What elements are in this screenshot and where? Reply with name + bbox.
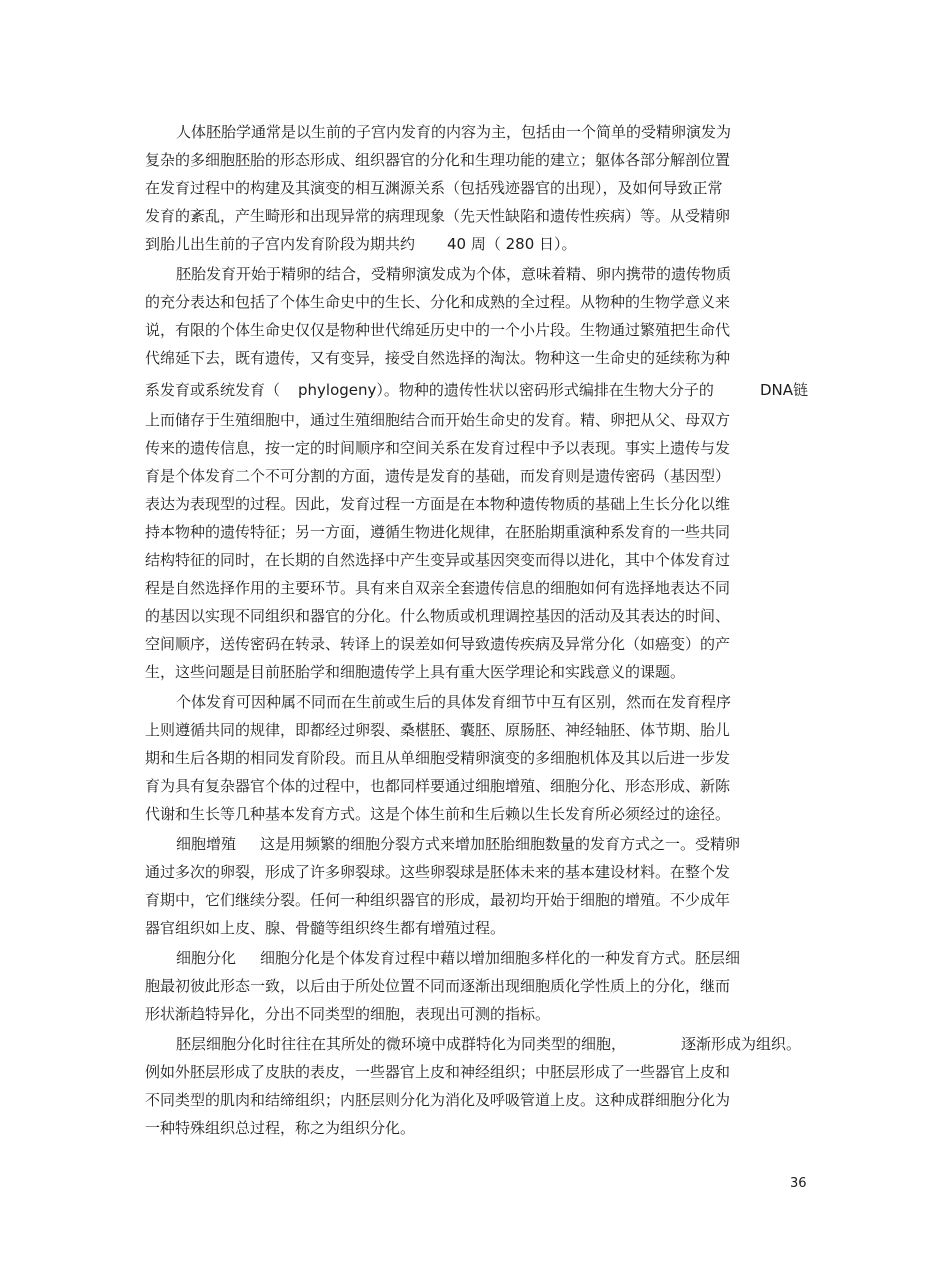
paragraph-line: 育期中，它们继续分裂。任何一种组织器官的形成，最初均开始于细胞的增殖。不少成年 [145, 891, 731, 909]
term-heading: 细胞增殖 [176, 835, 237, 853]
page-number: 36 [790, 1176, 807, 1191]
paragraph-line: 空间顺序，送传密码在转录、转译上的误差如何导致遗传疾病及异常分化（如癌变）的产 [145, 635, 731, 653]
text-run: 。物种的遗传性状以密码形式编排在生物大分子的 [383, 381, 714, 399]
paragraph-line: 复杂的多细胞胚胎的形态形成、组织器官的分化和生理功能的建立；躯体各部分解剖位置 [145, 151, 731, 169]
paragraph-line [176, 834, 740, 854]
paragraph-line: 人体胚胎学通常是以生前的子宫内发育的内容为主，包括由一个简单的受精卵演发为 [176, 123, 732, 141]
text-run: 系发育或系统发育（ [145, 381, 281, 399]
paragraph-line: 的充分表达和包括了个体生命史中的生长、分化和成熟的全过程。从物种的生物学意义来 [145, 293, 731, 311]
term-heading: 细胞分化 [176, 949, 237, 967]
paragraph-line: 个体发育可因种属不同而在生前或生后的具体发育细节中互有区别，然而在发育程序 [176, 693, 732, 711]
paragraph-line: 传来的遗传信息，按一定的时间顺序和空间关系在发育过程中予以表现。事实上遗传与发 [145, 439, 731, 457]
paragraph-line: 上而储存于生殖细胞中，通过生殖细胞结合而开始生命史的发育。精、卵把从父、母双方 [145, 411, 731, 429]
paragraph-line: 一种特殊组织总过程，称之为组织分化。 [145, 1119, 416, 1137]
paragraph-line: 胞最初彼此形态一致，以后由于所处位置不同而逐渐出现细胞质化学性质上的分化，继而 [145, 977, 731, 995]
paragraph-line: 育为具有复杂器官个体的过程中，也都同样要通过细胞增殖、细胞分化、形态形成、新陈 [145, 777, 731, 795]
paragraph-line: DNA链 [760, 381, 809, 399]
paragraph-line: 上则遵循共同的规律，即都经过卵裂、桑椹胚、囊胚、原肠胚、神经轴胚、体节期、胎儿 [145, 721, 731, 739]
paragraph-line: 说，有限的个体生命史仅仅是物种世代绵延历史中的一个小片段。生物通过繁殖把生命代 [145, 321, 731, 339]
paragraph-line: 的基因以实现不同组织和器官的分化。什么物质或机理调控基因的活动及其表达的时间、 [145, 607, 731, 625]
text-run: 到胎儿出生前的子宫内发育阶段为期共约 [145, 235, 416, 253]
text-run: 40 周（ 280 日）。 [447, 235, 577, 253]
text-run: 细胞分化是个体发育过程中藉以增加细胞多样化的一种发育方式。胚层细 [260, 949, 741, 967]
paragraph-line: 形状渐趋特异化，分出不同类型的细胞，表现出可测的指标。 [145, 1005, 551, 1023]
paragraph-line: 表达为表现型的过程。因此，发育过程一方面是在本物种遗传物质的基础上生长分化以维 [145, 495, 731, 513]
paragraph-line: 期和生后各期的相同发育阶段。而且从单细胞受精卵演变的多细胞机体及其以后进一步发 [145, 749, 731, 767]
paragraph-line: 不同类型的肌肉和结缔组织；内胚层则分化为消化及呼吸管道上皮。这种成群细胞分化为 [145, 1091, 731, 1109]
text-run: phylogeny） [298, 381, 384, 399]
paragraph-line: 在发育过程中的构建及其演变的相互渊源关系（包括残迹器官的出现），及如何导致正常 [145, 179, 723, 197]
paragraph-line: 例如外胚层形成了皮肤的表皮，一些器官上皮和神经组织；中胚层形成了一些器官上皮和 [145, 1063, 731, 1081]
paragraph-line: 通过多次的卵裂，形成了许多卵裂球。这些卵裂球是胚体未来的基本建设材料。在整个发 [145, 863, 731, 881]
paragraph-line: 生，这些问题是目前胚胎学和细胞遗传学上具有重大医学理论和实践意义的课题。 [145, 663, 686, 681]
paragraph-line: 胚胎发育开始于精卵的结合，受精卵演发成为个体，意味着精、卵内携带的遗传物质 [176, 265, 732, 283]
paragraph-line: 逐渐形成为组织。 [681, 1035, 802, 1053]
paragraph-line: 器官组织如上皮、腺、骨髓等组织终生都有增殖过程。 [145, 919, 506, 937]
paragraph-line: 代谢和生长等几种基本发育方式。这是个体生前和生后赖以生长发育所必须经过的途径。 [145, 805, 731, 823]
paragraph-line: 持本物种的遗传特征；另一方面，遵循生物进化规律，在胚胎期重演种系发育的一些共同 [145, 523, 731, 541]
paragraph-line: 发育的紊乱，产生畸形和出现异常的病理现象（先天性缺陷和遗传性疾病）等。从受精卵 [145, 207, 731, 225]
paragraph-line [145, 234, 577, 254]
text-run: 这是用频繁的细胞分裂方式来增加胚胎细胞数量的发育方式之一。受精卵 [260, 835, 741, 853]
paragraph-line: 育是个体发育二个不可分割的方面，遗传是发育的基础，而发育则是遗传密码（基因型） [145, 467, 731, 485]
paragraph-line [145, 380, 714, 400]
paragraph-line: 结构特征的同时，在长期的自然选择中产生变异或基因突变而得以进化，其中个体发育过 [145, 551, 731, 569]
paragraph-line: 程是自然选择作用的主要环节。具有来自双亲全套遗传信息的细胞如何有选择地表达不同 [145, 579, 731, 597]
paragraph-line [176, 948, 740, 968]
paragraph-line: 代绵延下去，既有遗传，又有变异，接受自然选择的淘汰。物种这一生命史的延续称为种 [145, 349, 731, 367]
paragraph-line: 胚层细胞分化时往往在其所处的微环境中成群特化为同类型的细胞， [176, 1035, 627, 1053]
